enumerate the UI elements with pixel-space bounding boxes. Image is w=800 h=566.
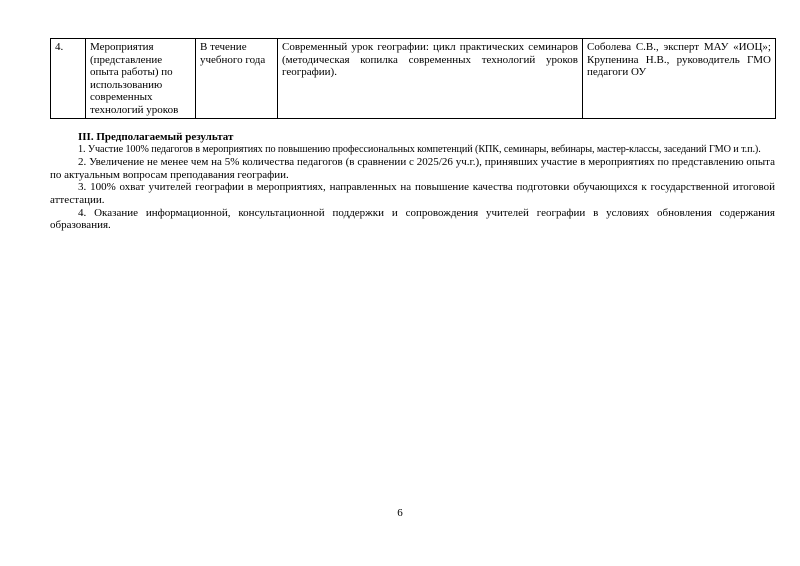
responsible-cell: Соболева С.В., эксперт МАУ «ИОЦ»; Крупенина Н.В., руководитель ГМО педагоги ОУ <box>583 39 776 119</box>
page-number: 6 <box>397 507 403 519</box>
row-number-cell: 4. <box>51 39 86 119</box>
term-cell: В течение учебного года <box>196 39 278 119</box>
result-item-2: 2. Увеличение не менее чем на 5% количества педагогов (в сравнении с 2025/26 уч.г.), принявших участие в мероприятиях по представлению опыта по актуальным вопросам преподавания географии. <box>50 156 775 181</box>
result-item-3: 3. 100% охват учителей географии в мероприятиях, направленных на повышение качества подготовки обучающихся к государственной итоговой аттестации. <box>50 181 775 206</box>
topic-cell: Современный урок географии: цикл практических семинаров (методическая копилка современных технологий уроков географии). <box>278 39 583 119</box>
result-item-1: 1. Участие 100% педагогов в мероприятиях по повышению профессиональных компетенций (КПК, семинары, вебинары, мастер-классы, заседаний ГМО и т.п.). <box>78 143 761 155</box>
section-title: III. Предполагаемый результат <box>78 131 234 143</box>
result-item-4: 4. Оказание информационной, консультационной поддержки и сопровождения учителей географии в условиях обновления содержания образования. <box>50 206 775 232</box>
events-table <box>50 38 776 119</box>
table-row <box>51 39 776 119</box>
expected-result-section <box>50 131 775 232</box>
event-cell: Мероприятия (представление опыта работы) по использованию современных технологий уроков <box>86 39 196 119</box>
